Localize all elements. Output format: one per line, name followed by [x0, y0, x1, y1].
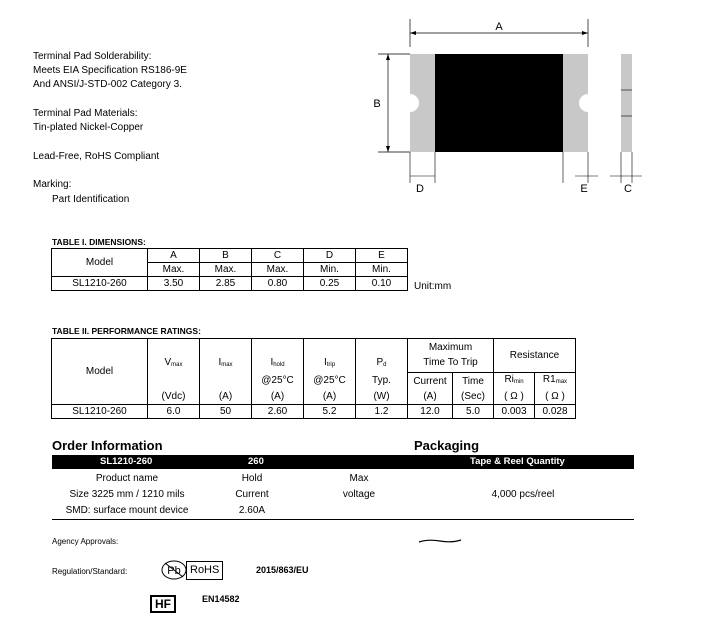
table2-model: SL1210-260 [52, 405, 148, 419]
approval-mark-icon [418, 538, 462, 544]
packaging-title: Packaging [414, 438, 480, 453]
table1-caption: TABLE I. DIMENSIONS: [52, 237, 146, 247]
solderability-category: And ANSI/J-STD-002 Category 3. [33, 79, 182, 90]
table2-imax-header: Imax [200, 339, 252, 390]
solderability-spec: Meets EIA Specification RS186-9E [33, 65, 187, 76]
marking-value: Part Identification [52, 194, 130, 205]
order-hold: Hold [241, 473, 263, 484]
label-c: C [624, 183, 632, 195]
table1-col-e: E [356, 249, 408, 263]
table1-value-c: 0.80 [252, 277, 304, 291]
table2-value-time: 5.0 [453, 405, 494, 419]
table2-unit-r1max: ( Ω ) [535, 390, 576, 405]
table2-rimin-header: Rimin [494, 372, 535, 390]
solderability-text [33, 50, 187, 92]
table2-vmax-header: Vmax [148, 339, 200, 390]
chip-side-view [621, 54, 632, 152]
table2-unit-ihold: (A) [252, 390, 304, 405]
table2-unit-current: (A) [408, 390, 453, 405]
order-bottom-rule [52, 519, 634, 520]
order-product-name: Product name [95, 473, 159, 484]
dimension-diagram [370, 15, 650, 200]
marking-heading: Marking: [33, 179, 72, 190]
leadfree-text: Lead-Free, RoHS Compliant [33, 151, 160, 162]
materials-value: Tin-plated Nickel-Copper [33, 122, 144, 133]
table1-limit-e: Min. [356, 263, 408, 277]
order-info-body [52, 472, 634, 522]
table2-value-ihold: 2.60 [252, 405, 304, 419]
table2-unit-pd: (W) [356, 390, 408, 405]
materials-heading: Terminal Pad Materials: [33, 108, 138, 119]
table1-col-b: B [200, 249, 252, 263]
table2-ihold-header: Ihold [252, 339, 304, 373]
directive-text: 2015/863/EU [256, 565, 309, 575]
order-header-bar [52, 455, 634, 469]
en-standard-text: EN14582 [202, 594, 240, 604]
agency-approvals-label: Agency Approvals: [52, 537, 119, 546]
table2-caption: TABLE II. PERFORMANCE RATINGS: [52, 326, 201, 336]
order-pack-qty: 4,000 pcs/reel [491, 489, 555, 500]
table1-limit-b: Max. [200, 263, 252, 277]
solderability-heading: Terminal Pad Solderability: [33, 51, 152, 62]
regulation-label: Regulation/Standard: [52, 567, 128, 576]
table1-limit-a: Max. [148, 263, 200, 277]
order-smd: SMD: surface mount device [65, 505, 189, 516]
table2-unit-itrip: (A) [304, 390, 356, 405]
chip-body [435, 54, 563, 152]
table2-resistance-header: Resistance [494, 339, 576, 373]
table2-time-header: Time [453, 372, 494, 390]
table2-value-vmax: 6.0 [148, 405, 200, 419]
table1-limit-c: Max. [252, 263, 304, 277]
pb-free-icon [160, 559, 188, 586]
table1-model-header: Model [52, 249, 148, 277]
order-max: Max [349, 473, 369, 484]
table2-value-imax: 50 [200, 405, 252, 419]
table1-unit: Unit:mm [414, 281, 452, 292]
table2-ihold-cond: @25°C [252, 372, 304, 390]
table2-unit-vmax: (Vdc) [148, 390, 200, 405]
order-current: Current [235, 489, 269, 500]
table1-value-d: 0.25 [304, 277, 356, 291]
performance-table [51, 338, 576, 419]
table1-limit-d: Min. [304, 263, 356, 277]
table2-r1max-header: R1max [535, 372, 576, 390]
table2-pd-header: Pd [356, 339, 408, 373]
table2-value-rimin: 0.003 [494, 405, 535, 419]
label-d: D [416, 183, 424, 195]
label-b: B [373, 98, 381, 110]
rohs-badge: RoHS [186, 561, 223, 580]
order-hold-value: 2.60A [238, 505, 266, 516]
order-head-model: SL1210-260 [100, 456, 153, 467]
table1-value-e: 0.10 [356, 277, 408, 291]
table2-unit-time: (Sec) [453, 390, 494, 405]
order-info-title: Order Information [52, 438, 163, 453]
materials-text [33, 107, 143, 135]
order-head-code: 260 [248, 456, 264, 467]
order-voltage: voltage [342, 489, 376, 500]
order-head-pack: Tape & Reel Quantity [470, 456, 565, 467]
table2-model-header: Model [52, 339, 148, 405]
table1-col-d: D [304, 249, 356, 263]
table1-col-c: C [252, 249, 304, 263]
table1-value-b: 2.85 [200, 277, 252, 291]
dimensions-table [51, 248, 408, 291]
table2-itrip-header: Itrip [304, 339, 356, 373]
table1-col-a: A [148, 249, 200, 263]
table2-value-pd: 1.2 [356, 405, 408, 419]
table2-current-header: Current [408, 372, 453, 390]
table2-max-time-header: Maximum Time To Trip [408, 339, 494, 373]
table2-unit-rimin: ( Ω ) [494, 390, 535, 405]
table2-value-itrip: 5.2 [304, 405, 356, 419]
order-size: Size 3225 mm / 1210 mils [69, 489, 185, 500]
label-e: E [580, 183, 588, 195]
table2-itrip-cond: @25°C [304, 372, 356, 390]
table1-value-a: 3.50 [148, 277, 200, 291]
table2-value-r1max: 0.028 [535, 405, 576, 419]
table2-value-current: 12.0 [408, 405, 453, 419]
halogen-free-badge: HF [150, 595, 176, 613]
table1-model: SL1210-260 [52, 277, 148, 291]
table2-unit-imax: (A) [200, 390, 252, 405]
label-a: A [495, 21, 503, 33]
table2-pd-typ: Typ. [356, 372, 408, 390]
svg-text:Pb: Pb [167, 565, 181, 577]
